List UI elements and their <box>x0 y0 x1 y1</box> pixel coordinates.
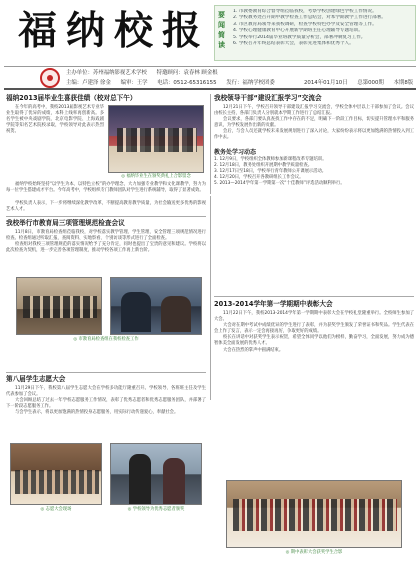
article-paragraph: 大会在热烈的掌声中圆满结束。 <box>223 347 284 353</box>
inspection-photo-1 <box>16 277 102 335</box>
volunteer-photo-1 <box>10 443 102 505</box>
masthead <box>4 3 416 65</box>
volunteer-photo-2 <box>110 443 202 505</box>
article-paragraph: 福纳学校始终坚持“以学生为本、以特色立校”的办学理念，大力加强专业教学和文化课教学，努力为每一位学生搭建成才平台。今年高考中，学校组织专门教师团队对学生进行系统辅导，取得了显著成效。 <box>6 182 206 194</box>
article-paragraph: 与会学生表示，将以更加饱满的热情投身志愿服务，用实际行动传递爱心，奉献社会。 <box>15 410 179 416</box>
photo-caption: ◎ 福纳毕业生在颁奖典礼上合影留念 <box>121 174 191 179</box>
article-headline: 2013-2014学年第一学期期中表彰大会 <box>214 300 333 308</box>
news-brief-item: 1. 市教委教育综合督导组莅临我校，考察学校创建绿色学校工作情况。 <box>233 9 377 14</box>
advisor-text: 特邀顾问：袁春林 顾金根 <box>156 70 218 76</box>
section-divider <box>6 372 206 373</box>
list-item: 1. 12月9日，学校组织全体教师参加新课程改革专题培训。 <box>214 156 327 162</box>
issue-number: 总第000期 <box>357 80 384 86</box>
article-paragraph: 会议要求，各部门要认真查找工作中存在的不足，明确下一阶段工作目标，切实提升管理水平和服务意识，为学校发展作出新的贡献。 <box>214 117 414 129</box>
article-paragraph: 校长在讲话中对获奖学生表示祝贺，希望全体同学以他们为榜样，勤奋学习，全面发展，努力成为德智体美全面发展的优秀人才。 <box>214 335 414 347</box>
article-paragraph: 学校负责人表示，下一步将继续深化教学改革，不断提高教育教学质量，为社会输送更多优秀的影视艺术人才。 <box>6 201 206 213</box>
editor-text: 主编：卢建泽 徐金 <box>66 80 111 86</box>
article-volunteers <box>6 375 206 565</box>
article-paragraph: 12月21日下午，学校召开领导干部建设汇报学习交流会，学校全体中层以上干部参加了会议。会议由校长主持，各部门负责人分别就本学期工作进行了总结汇报。 <box>214 105 414 117</box>
awards-photo <box>226 480 402 548</box>
photo-caption: ◎ 学校领导为优秀志愿者颁奖 <box>127 507 185 512</box>
news-brief-tag: 要闻简读 <box>218 11 225 49</box>
article-headline: 福纳2013届毕业生喜获佳绩（校对总下午） <box>6 94 137 102</box>
editor-line <box>66 79 283 87</box>
publisher-text: 主办单位：苏州福纳影视艺术学校 <box>66 70 147 76</box>
inspection-photo-2 <box>110 277 202 335</box>
news-brief-box <box>214 5 416 61</box>
column-divider <box>210 94 211 194</box>
photo-caption: ◎ 市教育局检查组在我校检查工作 <box>73 337 139 342</box>
article-inspection <box>6 219 206 369</box>
publication-info-bar <box>4 66 416 90</box>
article-headline: 第八届学生志愿大会 <box>6 375 66 383</box>
list-item: 3. 12月17日至18日，学校举行青年教师公开课展示活动。 <box>214 168 327 174</box>
newspaper-title: 福纳校报 <box>18 8 211 54</box>
article-headline: 我校领导干部“建设汇报学习”交流会 <box>214 94 322 102</box>
article-paragraph: 11月22日下午，我校2013-2014学年第一学期期中表彰大会在学校礼堂隆重举行。全校师生参加了大会。 <box>214 311 414 323</box>
news-brief-item: 2. 学校教务处召开期中教学检查工作总结会，对本学期教学工作进行部署。 <box>233 15 386 21</box>
article-paragraph: 检查组对我校三项管理规范的落实情况给予了充分肯定，同时也提出了宝贵的意见和建议。学校将以此次检查为契机，进一步完善各项管理制度，推动学校各项工作再上新台阶。 <box>6 242 206 254</box>
article-paragraph: 11月8日，市教育局检查组莅临我校，对学校落实教学管理、学生管理、安全管理三项规范情况进行检查。检查组通过听取汇报、查阅资料、实地察看、个别访谈等形式进行了全面检查。 <box>6 230 206 242</box>
news-brief-item: 6. 学校召开年终总结表彰大会，表彰先进集体和优秀个人。 <box>233 41 354 47</box>
article-graduates <box>6 94 206 214</box>
news-brief-list <box>233 9 412 47</box>
article-paragraph: 11月29日下午，我校第八届学生志愿大会在学校多功能厅隆重召开。学校领导、各班班主任及学生代表参加了会议。 <box>6 386 206 398</box>
reviewer-text: 编审：王学 <box>120 80 148 86</box>
news-brief-item: 3. 市区教育局领导来我校调研，检查学校特色办学及安全管理等工作。 <box>233 21 377 27</box>
list-item: 5. 2013—2014学年第一学期第一次“十佳教师”评选活动顺利举行。 <box>214 180 345 186</box>
issue-pages: 本期8版 <box>393 80 414 86</box>
publisher-line <box>66 69 226 77</box>
article-headline: 我校举行市教育局三项管理规范检查会议 <box>6 219 125 227</box>
photo-caption: ◎ 期中表彰大会获奖学生合影 <box>285 550 343 555</box>
article-paragraph: 会后，与会人员还就学校未来发展规划进行了深入讨论，大家纷纷表示将以更加饱满的热情投入到工作中去。 <box>214 129 414 141</box>
photo-caption: ◎ 志愿大会现场 <box>40 507 72 512</box>
section-divider <box>6 216 206 217</box>
article-awards <box>214 300 414 565</box>
phone-text: 电话：0512-65316155 <box>157 80 217 86</box>
graduates-photo <box>108 105 204 173</box>
section-divider <box>214 296 414 297</box>
article-paragraph: 在今年的高考中，我校2013届影视艺术专业毕业生取得了优异的成绩，本科上线率再创新高。多名学生被中央戏剧学院、北京电影学院、上海戏剧学院等知名艺术院校录取，学校领导对此表示热烈祝贺。 <box>6 105 104 135</box>
issue-line <box>304 79 420 87</box>
school-seal-icon <box>40 68 60 88</box>
column-divider <box>210 196 211 400</box>
list-item: 2. 12月18日，教务处组织开展期中教学质量检查。 <box>214 162 313 168</box>
news-brief-item: 5. 学校举行2014届毕业班教学质量分析会，部署冲刺复习工作。 <box>233 34 366 40</box>
article-paragraph: 大会对在期中考试中成绩优异的学生进行了表彰，并为获奖学生颁发了荣誉证书和奖品。学生代表在会上作了发言，表示一定会再接再厉，争取更好的成绩。 <box>214 323 414 335</box>
article-paragraph: 大会回顾总结了过去一年学校志愿服务工作情况，表彰了优秀志愿者和优秀志愿服务团队，并部署了下一阶段志愿服务工作。 <box>6 398 206 410</box>
sub-headline: 教务处学习动态 <box>214 148 257 156</box>
issuer-text: 发行：福纳学校团委 <box>226 80 275 86</box>
list-item: 4. 12月20日，学校召开各教研组长工作会议。 <box>214 174 304 180</box>
news-brief-item: 4. 学校心理健康教育中心开展新学期班主任心理辅导专题培训。 <box>233 28 363 34</box>
article-leaders-meeting <box>214 94 414 294</box>
issue-date: 2014年01月10日 <box>304 80 348 86</box>
